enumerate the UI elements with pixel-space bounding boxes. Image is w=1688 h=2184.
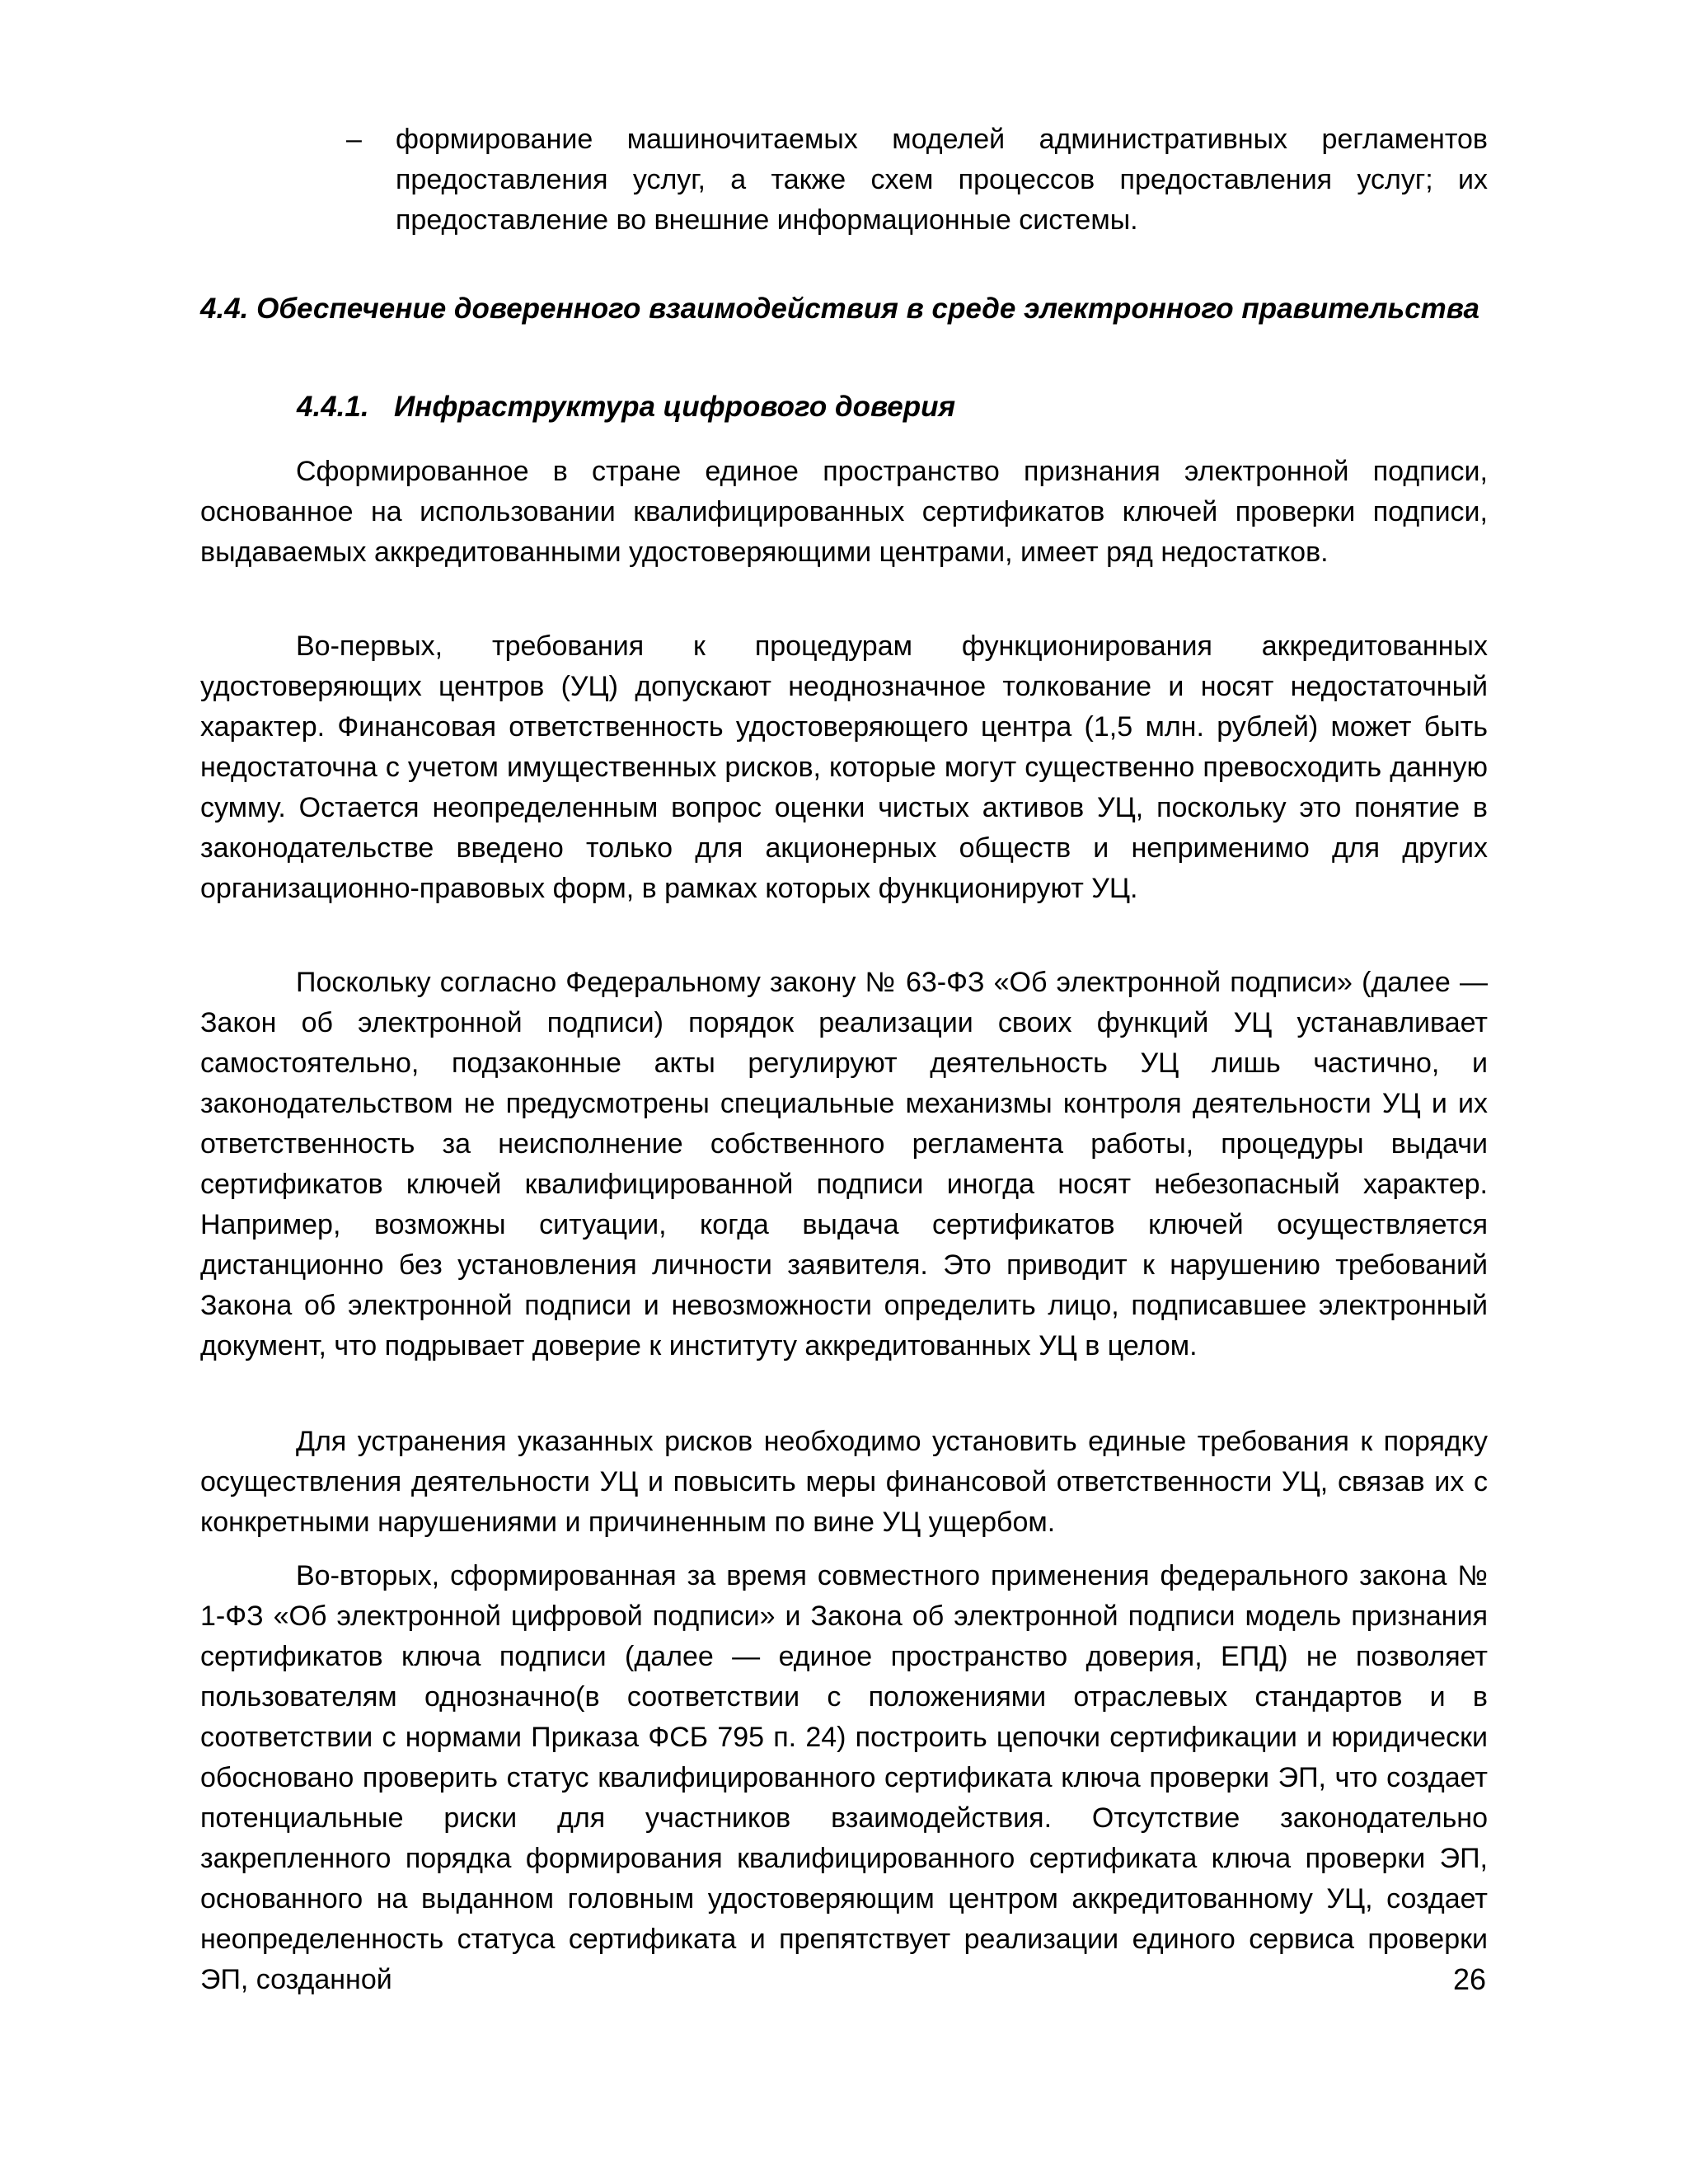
paragraph: Во-вторых, сформированная за время совместного применения федерального закона № 1-ФЗ «Об электронной цифровой подписи» и Закона об электронной подписи модель признания сертификатов ключа подписи (далее — единое пространство доверия, ЕПД) не позволяет пользователям однозначно(в соответствии с положениями отраслевых стандартов и в соответствии с нормами Приказа ФСБ 795 п. 24) построить цепочки сертификации и юридически обосновано проверить статус квалифицированного сертификата ключа проверки ЭП, что создает потенциальные риски для участников взаимодействия. Отсутствие законодательно закрепленного порядка формирования квалифицированного сертификата ключа проверки ЭП, основанного на выданном головным удостоверяющим центром аккредитованному УЦ, создает неопределенность статуса сертификата и препятствует реализации единого сервиса проверки ЭП, созданной (200, 1560, 1488, 1995)
subsection-heading (297, 388, 955, 425)
paragraph: Сформированное в стране единое пространство признания электронной подписи, основанное на использовании квалифицированных сертификатов ключей проверки подписи, выдаваемых аккредитованными удостоверяющими центрами, имеет ряд недостатков. (200, 456, 1488, 568)
section-heading: 4.4. Обеспечение доверенного взаимодействия в среде электронного правительства (200, 293, 1479, 325)
bullet-item: формирование машиночитаемых моделей административных регламентов предоставления услуг, а также схем процессов предоставления услуг; их предоставление во внешние информационные системы. (396, 124, 1488, 236)
subsection-title: Инфраструктура цифрового доверия (394, 391, 956, 423)
paragraph: Для устранения указанных рисков необходимо установить единые требования к порядку осуществления деятельности УЦ и повысить меры финансовой ответственности УЦ, связав их с конкретными нарушениями и причиненным по вине УЦ ущербом. (200, 1426, 1488, 1538)
page-number: 26 (1452, 1962, 1486, 1996)
subsection-number: 4.4.1. (297, 391, 369, 423)
paragraph: Поскольку согласно Федеральному закону № 63-ФЗ «Об электронной подписи» (далее — Закон об электронной подписи) порядок реализации своих функций УЦ устанавливает самостоятельно, подзаконные акты регулируют деятельность УЦ лишь частично, и законодательством не предусмотрены специальные механизмы контроля деятельности УЦ и их ответственность за неисполнение собственного регламента работы, процедуры выдачи сертификатов ключей квалифицированной подписи иногда носят небезопасный характер. Например, возможны ситуации, когда выдача сертификатов ключей осуществляется дистанционно без установления личности заявителя. Это приводит к нарушению требований Закона об электронной подписи и невозможности определить лицо, подписавшее электронный документ, что подрывает доверие к институту аккредитованных УЦ в целом. (200, 967, 1488, 1361)
bullet-dash: – (346, 124, 362, 155)
paragraph: Во-первых, требования к процедурам функционирования аккредитованных удостоверяющих центров (УЦ) допускают неоднозначное толкование и носят недостаточный характер. Финансовая ответственность удостоверяющего центра (1,5 млн. рублей) может быть недостаточна с учетом имущественных рисков, которые могут существенно превосходить данную сумму. Остается неопределенным вопрос оценки чистых активов УЦ, поскольку это понятие в законодательстве введено только для акционерных обществ и неприменимо для других организационно-правовых форм, в рамках которых функционируют УЦ. (200, 630, 1488, 904)
